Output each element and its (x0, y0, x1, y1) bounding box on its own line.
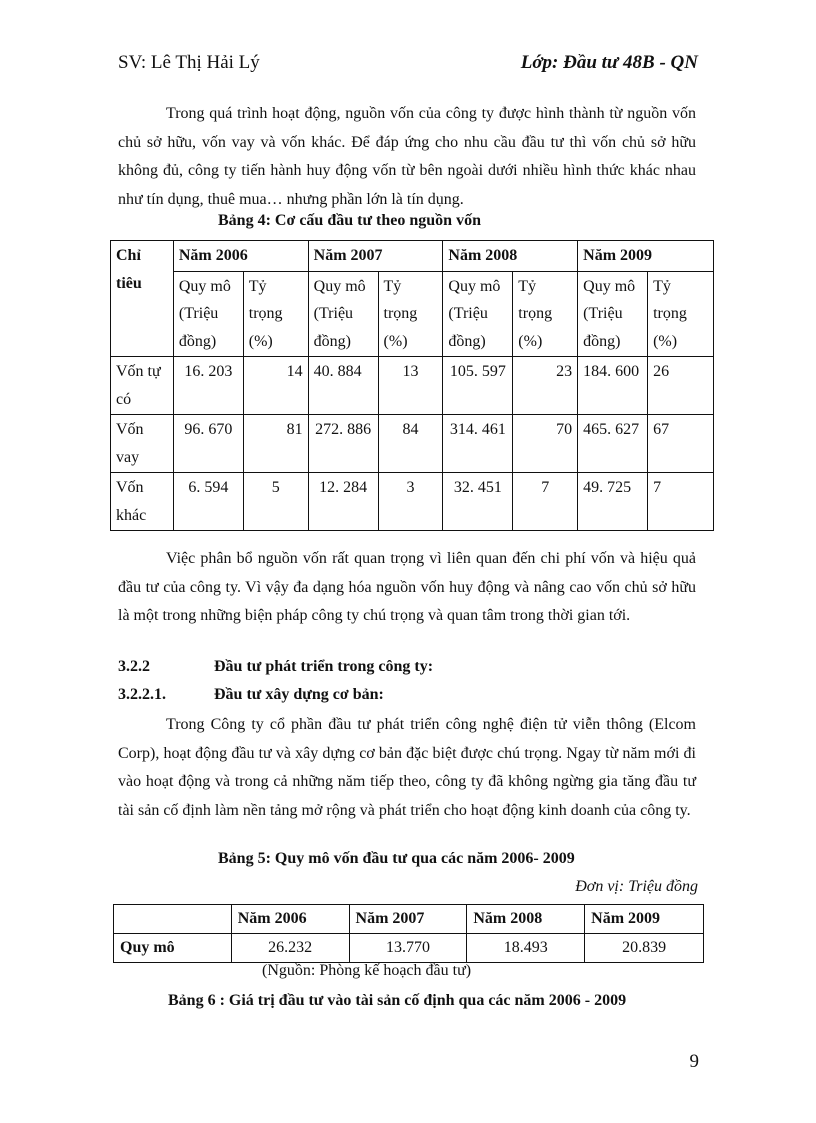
row-label: Vốn khác (111, 473, 174, 531)
table6-caption: Bảng 6 : Giá trị đầu tư vào tài sản cố định qua các năm 2006 - 2009 (168, 992, 627, 1009)
paragraph-allocation (118, 545, 696, 631)
table-cell: 6. 594 (173, 473, 243, 531)
table4 (110, 240, 714, 531)
table4-subhead-share: Tỷ trọng (%) (243, 271, 308, 357)
table-row (111, 415, 714, 473)
table-cell: 314. 461 (443, 415, 513, 473)
table-cell: 12. 284 (308, 473, 378, 531)
table-cell: 18.493 (467, 934, 585, 963)
table5-year: Năm 2006 (231, 905, 349, 934)
paragraph-construction-text: Trong Công ty cổ phần đầu tư phát triển công nghệ điện tử viễn thông (Elcom Corp), hoạt động đầu tư và xây dựng cơ bản đặc biệt được chú trọng. Ngay từ năm mới đi vào hoạt động và trong cả những năm tiếp theo, công ty đã không ngừng gia tăng đầu tư tài sản cố định làm nền tảng mở rộng và phát triển cho hoạt động kinh doanh của công ty. (118, 716, 696, 819)
table-cell: 23 (513, 357, 578, 415)
table4-year: Năm 2009 (578, 241, 714, 272)
table4-corner: Chỉ tiêu (111, 241, 174, 357)
paragraph-construction (118, 711, 696, 825)
table4-caption: Bảng 4: Cơ cấu đầu tư theo nguồn vốn (218, 212, 481, 229)
table5-unit: Đơn vị: Triệu đồng (575, 878, 698, 895)
table-cell: 26.232 (231, 934, 349, 963)
table-cell: 20.839 (585, 934, 704, 963)
table-cell: 105. 597 (443, 357, 513, 415)
table-cell: 13 (378, 357, 443, 415)
table4-subhead-scale: Quy mô (Triệu đồng) (308, 271, 378, 357)
section-title: Đầu tư phát triển trong công ty: (214, 658, 434, 675)
table4-subhead-scale: Quy mô (Triệu đồng) (173, 271, 243, 357)
table5-year: Năm 2008 (467, 905, 585, 934)
table-cell: 14 (243, 357, 308, 415)
table-cell: 13.770 (349, 934, 467, 963)
table-cell: 26 (648, 357, 714, 415)
table-cell: 5 (243, 473, 308, 531)
table4-subhead-scale: Quy mô (Triệu đồng) (443, 271, 513, 357)
paragraph-intro (118, 100, 696, 214)
table-cell: 81 (243, 415, 308, 473)
row-label: Vốn vay (111, 415, 174, 473)
table4-year: Năm 2007 (308, 241, 443, 272)
subsection-title: Đầu tư xây dựng cơ bản: (214, 686, 384, 703)
table5-corner (114, 905, 232, 934)
table-cell: 70 (513, 415, 578, 473)
table-row (111, 357, 714, 415)
table-cell: 465. 627 (578, 415, 648, 473)
table5-year: Năm 2007 (349, 905, 467, 934)
table5-source: (Nguồn: Phòng kế hoạch đầu tư) (262, 962, 472, 979)
row-label: Quy mô (114, 934, 232, 963)
table-cell: 7 (513, 473, 578, 531)
header-class: Lớp: Đầu tư 48B - QN (520, 52, 698, 73)
table5 (113, 904, 704, 963)
table5-year: Năm 2009 (585, 905, 704, 934)
table-row (114, 934, 704, 963)
table4-year: Năm 2006 (173, 241, 308, 272)
table-cell: 67 (648, 415, 714, 473)
subsection-number: 3.2.2.1. (118, 686, 166, 703)
table-cell: 40. 884 (308, 357, 378, 415)
table-cell: 16. 203 (173, 357, 243, 415)
table-cell: 272. 886 (308, 415, 378, 473)
table-cell: 96. 670 (173, 415, 243, 473)
table4-year: Năm 2008 (443, 241, 578, 272)
table-cell: 49. 725 (578, 473, 648, 531)
header-student: SV: Lê Thị Hải Lý (118, 52, 260, 73)
table-cell: 184. 600 (578, 357, 648, 415)
table4-subhead-share: Tỷ trọng (%) (648, 271, 714, 357)
table-cell: 84 (378, 415, 443, 473)
table-cell: 7 (648, 473, 714, 531)
page-number: 9 (689, 1051, 699, 1072)
table4-subhead-share: Tỷ trọng (%) (513, 271, 578, 357)
table5-caption: Bảng 5: Quy mô vốn đầu tư qua các năm 2006- 2009 (218, 850, 575, 867)
paragraph-allocation-text: Việc phân bổ nguồn vốn rất quan trọng vì liên quan đến chi phí vốn và hiệu quả đầu tư của công ty. Vì vậy đa dạng hóa nguồn vốn huy động và nâng cao vốn chủ sở hữu là một trong những biện pháp công ty chú trọng và quan tâm trong thời gian tới. (118, 550, 696, 624)
section-number: 3.2.2 (118, 658, 150, 675)
table-cell: 3 (378, 473, 443, 531)
paragraph-intro-text: Trong quá trình hoạt động, nguồn vốn của công ty được hình thành từ nguồn vốn chủ sở hữu, vốn vay và vốn khác. Để đáp ứng cho nhu cầu đầu tư thì vốn chủ sở hữu không đủ, công ty tiến hành huy động vốn từ bên ngoài dưới nhiều hình thức khác nhau như tín dụng, thuê mua… nhưng phần lớn là tín dụng. (118, 105, 696, 208)
row-label: Vốn tự có (111, 357, 174, 415)
table4-subhead-scale: Quy mô (Triệu đồng) (578, 271, 648, 357)
table4-subhead-share: Tỷ trọng (%) (378, 271, 443, 357)
table-cell: 32. 451 (443, 473, 513, 531)
table-row (111, 473, 714, 531)
